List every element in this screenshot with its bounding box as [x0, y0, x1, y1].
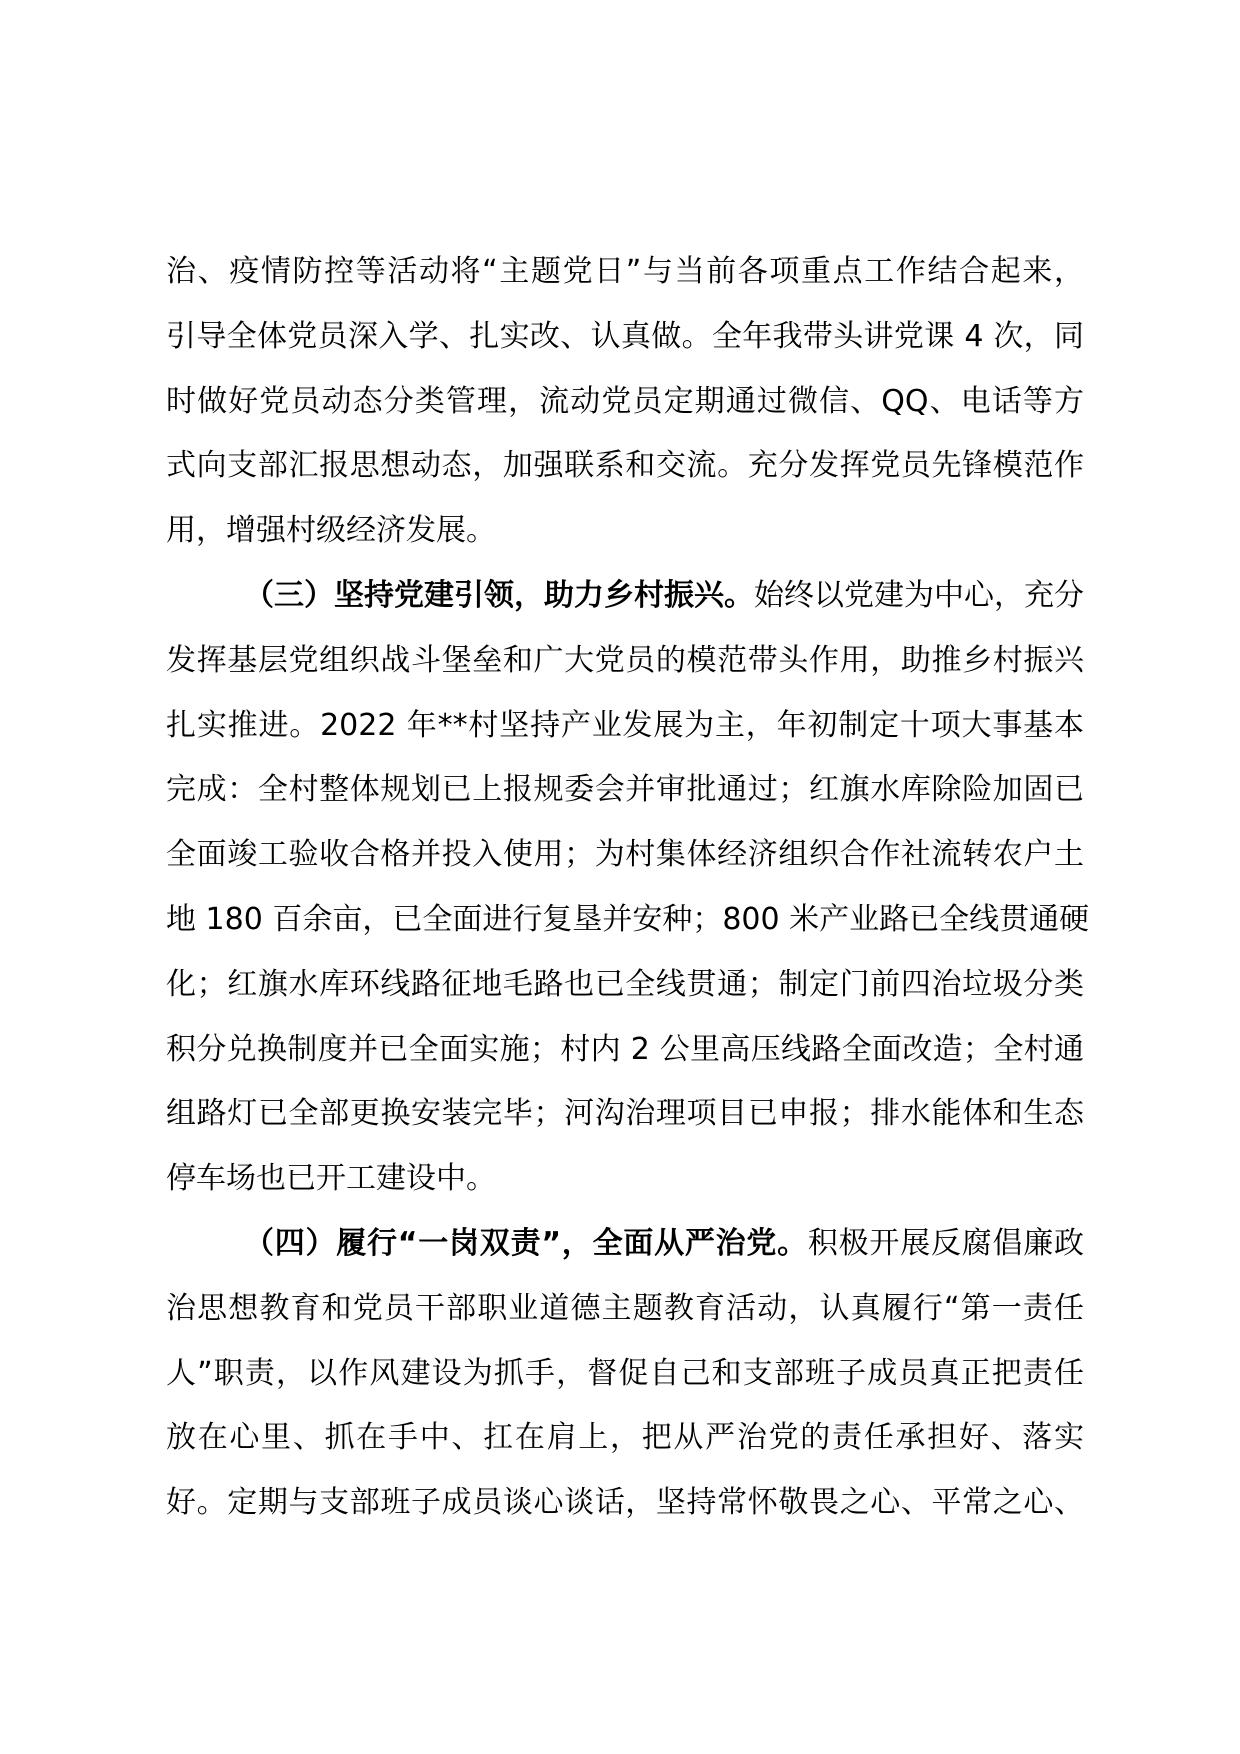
text-line: 地 180 百余亩，已全面进行复垦并安种；800 米产业路已全线贯通硬	[166, 901, 1090, 937]
paragraph-2	[166, 564, 1090, 1212]
text-line: 发挥基层党组织战斗堡垒和广大党员的模范带头作用，助推乡村振兴	[166, 642, 1084, 678]
section-heading: （四）履行“一岗双责”，全面从严治党。	[244, 1225, 808, 1261]
text-line: 完成：全村整体规划已上报规委会并审批通过；红旗水库除险加固已	[166, 772, 1084, 808]
text-line: 人”职责，以作风建设为抓手，督促自己和支部班子成员真正把责任	[166, 1355, 1084, 1391]
document-page	[166, 240, 1090, 1536]
text-line: 用，增强村级经济发展。	[166, 513, 496, 549]
text-line: 好。定期与支部班子成员谈心谈话，坚持常怀敬畏之心、平常之心、	[166, 1485, 1084, 1521]
text-line: 停车场也已开工建设中。	[166, 1161, 496, 1197]
text-line: 式向支部汇报思想动态，加强联系和交流。充分发挥党员先锋模范作	[166, 448, 1084, 484]
text-line: 时做好党员动态分类管理，流动党员定期通过微信、QQ、电话等方	[166, 383, 1084, 419]
text-run: 积极开展反腐倡廉政	[807, 1225, 1084, 1261]
paragraph-1	[166, 240, 1084, 564]
text-line: 全面竣工验收合格并投入使用；为村集体经济组织合作社流转农户土	[166, 837, 1084, 873]
text-line: 放在心里、抓在手中、扛在肩上，把从严治党的责任承担好、落实	[166, 1420, 1084, 1456]
paragraph-3	[166, 1212, 1084, 1536]
text-line: 组路灯已全部更换安装完毕；河沟治理项目已申报；排水能体和生态	[166, 1096, 1084, 1132]
paragraph-first-line	[166, 564, 1084, 629]
text-line: 治、疫情防控等活动将“主题党日”与当前各项重点工作结合起来，	[166, 254, 1084, 289]
text-line: 化；红旗水库环线路征地毛路也已全线贯通；制定门前四治垃圾分类	[166, 966, 1084, 1002]
text-line: 治思想教育和党员干部职业道德主题教育活动，认真履行“第一责任	[166, 1290, 1084, 1326]
text-run: 始终以党建为中心，充分	[754, 577, 1084, 613]
paragraph-first-line	[166, 1212, 1084, 1277]
text-line: 扎实推进。2022 年**村坚持产业发展为主，年初制定十项大事基本	[166, 707, 1084, 743]
section-heading: （三）坚持党建引领，助力乡村振兴。	[244, 577, 754, 613]
text-line: 积分兑换制度并已全面实施；村内 2 公里高压线路全面改造；全村通	[166, 1031, 1084, 1067]
text-line: 引导全体党员深入学、扎实改、认真做。全年我带头讲党课 4 次，同	[166, 318, 1084, 354]
